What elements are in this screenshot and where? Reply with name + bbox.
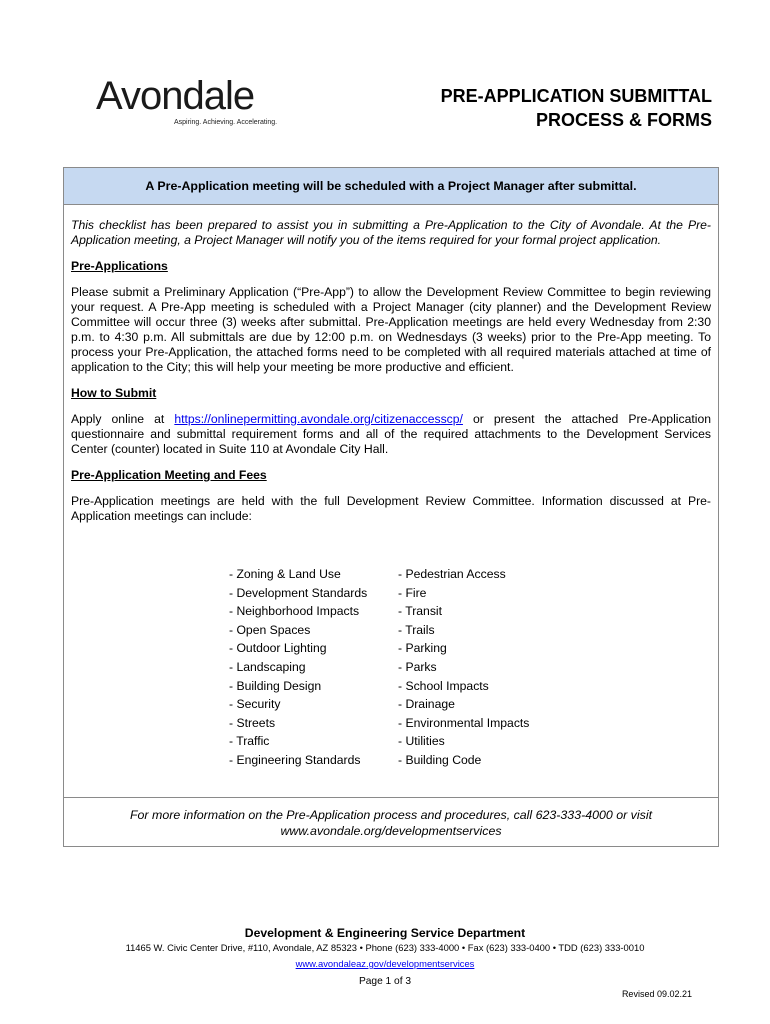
- list-item: - Drainage: [398, 697, 455, 712]
- list-item: - Development Standards: [229, 585, 368, 600]
- meeting-banner: A Pre-Application meeting will be scheduled with a Project Manager after submittal.: [64, 168, 718, 205]
- online-permitting-link[interactable]: https://onlinepermitting.avondale.org/citizenaccesscp/: [174, 412, 463, 426]
- page-title: [441, 84, 712, 132]
- department-name: Development & Engineering Service Department: [244, 926, 526, 940]
- list-item: - Pedestrian Access: [398, 567, 506, 581]
- how-to-submit-lead: Apply online at: [71, 412, 175, 426]
- page-footer: [0, 926, 770, 972]
- list-item: - Trails: [398, 622, 435, 637]
- list-item: - Zoning & Land Use: [229, 567, 341, 581]
- title-line-2: PROCESS & FORMS: [535, 110, 712, 130]
- page-number: Page 1 of 3: [358, 976, 412, 987]
- topics-lists: [229, 565, 589, 770]
- list-item: - Neighborhood Impacts: [229, 604, 360, 619]
- meeting-fees-heading: Pre-Application Meeting and Fees: [71, 468, 267, 482]
- list-item: - Parks: [398, 659, 437, 674]
- list-item: - Building Code: [398, 752, 482, 767]
- info-content: [71, 218, 711, 524]
- list-item: - Outdoor Lighting: [229, 641, 327, 656]
- pre-applications-heading: Pre-Applications: [71, 259, 168, 273]
- list-item: - Transit: [398, 604, 443, 619]
- list-item: - School Impacts: [398, 678, 489, 693]
- box-divider: [64, 797, 718, 798]
- topics-right-list: [398, 565, 529, 770]
- how-to-submit-paragraph: [71, 412, 711, 457]
- list-item: - Utilities: [398, 734, 445, 749]
- avondale-logo: [96, 76, 296, 132]
- list-item: - Fire: [398, 585, 427, 600]
- meeting-fees-paragraph: Pre-Application meetings are held with the full Development Review Committee. Information discussed at Pre-Application meetings can include:: [71, 494, 711, 523]
- more-info-note: [64, 807, 718, 839]
- list-item: - Traffic: [229, 734, 270, 749]
- list-item: - Security: [229, 697, 281, 712]
- list-item: - Building Design: [229, 678, 322, 693]
- how-to-submit-heading: How to Submit: [71, 386, 157, 400]
- more-info-line-1: For more information on the Pre-Application process and procedures, call 623-333-4000 or visit: [129, 808, 653, 822]
- logo-tagline: Aspiring. Achieving. Accelerating.: [174, 119, 278, 126]
- info-box: [63, 167, 719, 847]
- revised-date: Revised 09.02.21: [621, 989, 692, 999]
- topics-left-list: [229, 565, 398, 770]
- pre-applications-paragraph: Please submit a Preliminary Application (“Pre-App”) to allow the Development Review Committee to begin reviewing your request. A Pre-App meeting is scheduled with a Project Manager (city planner) and the Development Review Committee will occur three (3) weeks after submittal. Pre-Application meetings are held every Wednesday from 2:30 p.m. to 4:30 p.m. All submittals are due by 12:00 p.m. on Wednesdays (3 weeks) prior to the Pre-App meeting. To process your Pre-Application, the attached forms need to be completed with all required materials attached at time of application to the City; this will help your meeting be more productive and efficient.: [71, 285, 711, 374]
- department-address: 11465 W. Civic Center Drive, #110, Avondale, AZ 85323 • Phone (623) 333-4000 • Fax (623) 333-0400 • TDD (623) 333-0010: [125, 942, 645, 953]
- department-website-link[interactable]: www.avondaleaz.gov/developmentservices: [295, 958, 475, 969]
- more-info-line-2: www.avondale.org/developmentservices: [280, 824, 502, 838]
- logo-wordmark: Avondale: [96, 74, 255, 118]
- list-item: - Open Spaces: [229, 622, 311, 637]
- how-to-submit-rest: or present the attached Pre-Application questionnaire and submittal requirement forms and all of the required attachments to the Development Services Center (counter) located in Suite 110 at Avondale City Hall.: [71, 412, 712, 456]
- intro-paragraph: This checklist has been prepared to assist you in submitting a Pre-Application to the City of Avondale. At the Pre-Application meeting, a Project Manager will notify you of the items required for your formal project application.: [71, 218, 711, 247]
- list-item: - Environmental Impacts: [398, 715, 530, 730]
- title-line-1: PRE-APPLICATION SUBMITTAL: [440, 86, 712, 106]
- list-item: - Landscaping: [229, 659, 306, 674]
- list-item: - Streets: [229, 715, 276, 730]
- list-item: - Parking: [398, 641, 447, 656]
- list-item: - Engineering Standards: [229, 752, 361, 767]
